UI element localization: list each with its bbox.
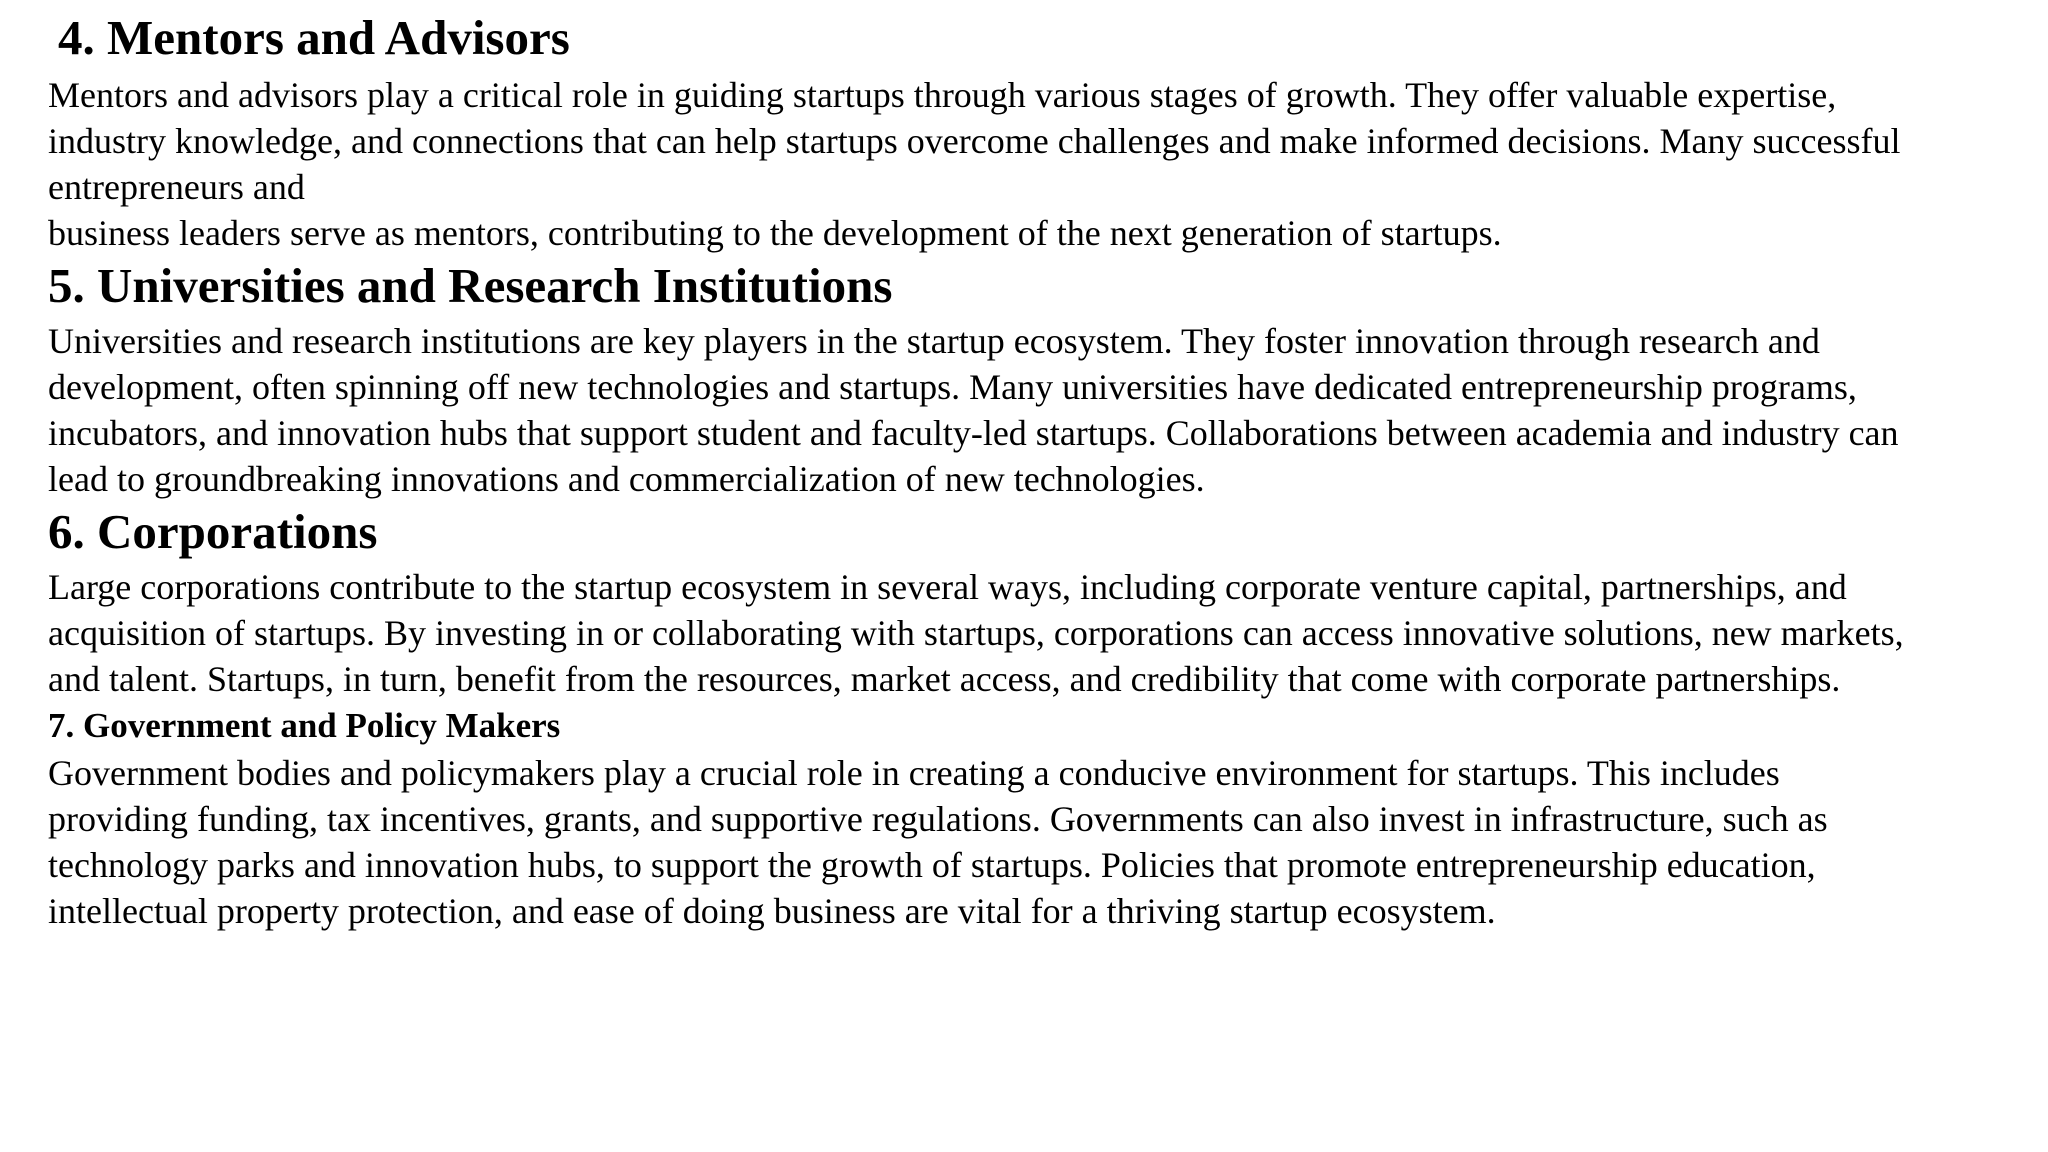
text-line: lead to groundbreaking innovations and commercialization of new technologies.: [48, 459, 1205, 499]
text-line: intellectual property protection, and ease of doing business are vital for a thriving startup ecosystem.: [48, 891, 1496, 931]
section-body: [48, 564, 2048, 702]
section-heading: [48, 258, 2048, 314]
text-line: development, often spinning off new technologies and startups. Many universities have dedicated entrepreneurship programs,: [48, 367, 1857, 407]
paragraph-corporations: [48, 564, 2048, 702]
text-line: Universities and research institutions are key players in the startup ecosystem. They foster innovation through research and: [48, 321, 1820, 361]
text-line: and talent. Startups, in turn, benefit from the resources, market access, and credibility that come with corporate partnerships.: [48, 659, 1841, 699]
section-body: [48, 72, 2048, 256]
heading-corporations: 6. Corporations: [48, 504, 378, 559]
text-line: technology parks and innovation hubs, to support the growth of startups. Policies that promote entrepreneurship education,: [48, 845, 1816, 885]
text-line: business leaders serve as mentors, contributing to the development of the next generation of startups.: [48, 213, 1502, 253]
heading-mentors-and-advisors: 4. Mentors and Advisors: [58, 10, 570, 65]
section-body: [48, 750, 2048, 934]
text-line: incubators, and innovation hubs that support student and faculty-led startups. Collaborations between academia and industry can: [48, 413, 1899, 453]
text-line: industry knowledge, and connections that can help startups overcome challenges and make informed decisions. Many successful: [48, 121, 1901, 161]
text-line: entrepreneurs and: [48, 167, 305, 207]
text-line: Large corporations contribute to the startup ecosystem in several ways, including corporate venture capital, partnerships, and: [48, 567, 1847, 607]
paragraph-universities: [48, 318, 2048, 502]
section-body: [48, 318, 2048, 502]
text-line: Mentors and advisors play a critical role in guiding startups through various stages of growth. They offer valuable expertise,: [48, 75, 1837, 115]
paragraph-government: [48, 750, 2048, 934]
section-heading: [48, 704, 2048, 748]
text-line: Government bodies and policymakers play a crucial role in creating a conducive environment for startups. This includes: [48, 753, 1780, 793]
section-heading: [58, 10, 2048, 66]
section-heading: [48, 504, 2048, 560]
heading-universities-and-research-institutions: 5. Universities and Research Institutions: [48, 258, 893, 313]
paragraph-mentors: [48, 72, 2048, 256]
text-line: providing funding, tax incentives, grants, and supportive regulations. Governments can also invest in infrastructure, such as: [48, 799, 1828, 839]
heading-government-and-policy-makers: 7. Government and Policy Makers: [48, 706, 561, 745]
text-line: acquisition of startups. By investing in or collaborating with startups, corporations can access innovative solutions, new markets,: [48, 613, 1904, 653]
